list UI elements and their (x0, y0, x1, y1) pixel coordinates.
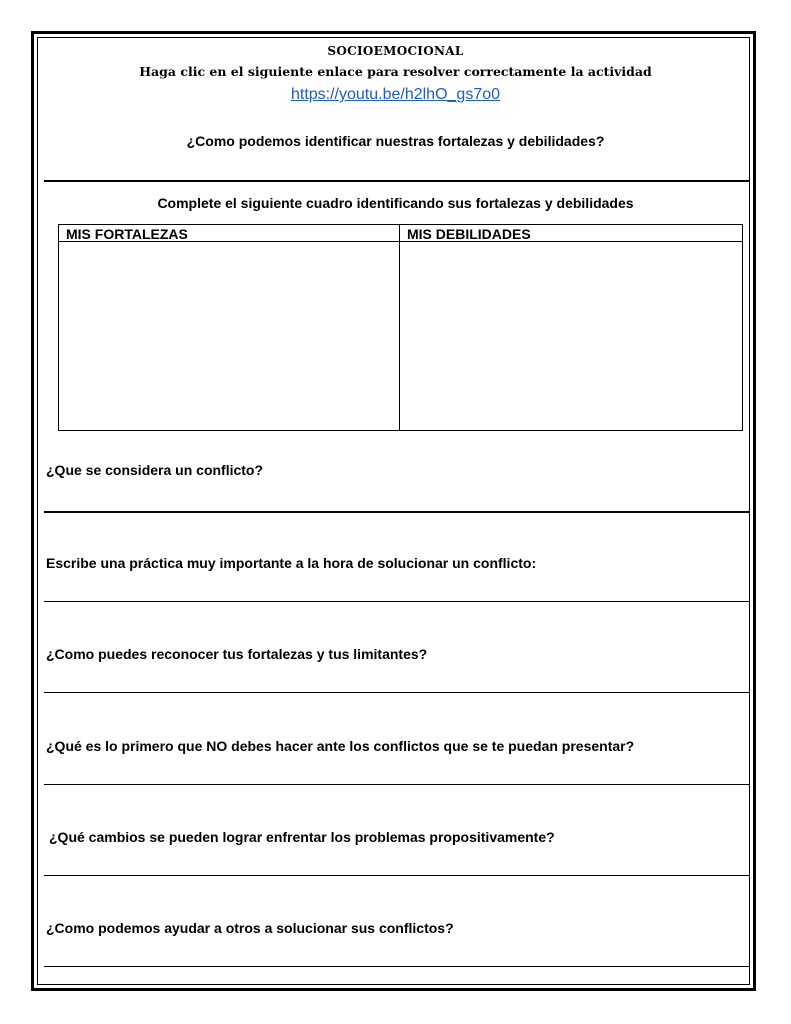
question-conflict: ¿Que se considera un conflicto? (46, 462, 264, 478)
question-help-others: ¿Como podemos ayudar a otros a solucionar sus conflictos? (46, 920, 454, 936)
question-first-not: ¿Qué es lo primero que NO debes hacer ante los conflictos que se te puedan presentar? (46, 738, 635, 754)
answer-line-5 (44, 784, 750, 785)
strengths-answer-cell[interactable] (59, 242, 398, 430)
question-recognize: ¿Como puedes reconocer tus fortalezas y tus limitantes? (46, 646, 428, 662)
answer-line-6 (44, 875, 750, 876)
answer-line-4 (44, 692, 750, 693)
answer-line-1 (44, 180, 750, 182)
video-link[interactable]: https://youtu.be/h2lhO_gs7o0 (290, 86, 501, 103)
table-prompt: Complete el siguiente cuadro identificando sus fortalezas y debilidades (157, 195, 634, 211)
answer-line-7 (44, 966, 750, 967)
question-strengths-weaknesses: ¿Como podemos identificar nuestras fortalezas y debilidades? (186, 133, 605, 149)
instruction-text: Haga clic en el siguiente enlace para resolver correctamente la actividad (139, 64, 652, 79)
table-header-weaknesses: MIS DEBILIDADES (407, 226, 531, 242)
answer-line-2 (44, 511, 750, 513)
question-practice: Escribe una práctica muy importante a la hora de solucionar un conflicto: (46, 555, 537, 571)
table-header-strengths: MIS FORTALEZAS (66, 226, 188, 242)
subject-title: SOCIOEMOCIONAL (327, 44, 464, 58)
question-changes: ¿Qué cambios se pueden lograr enfrentar los problemas propositivamente? (49, 829, 555, 845)
answer-line-3 (44, 601, 750, 602)
weaknesses-answer-cell[interactable] (400, 242, 742, 430)
